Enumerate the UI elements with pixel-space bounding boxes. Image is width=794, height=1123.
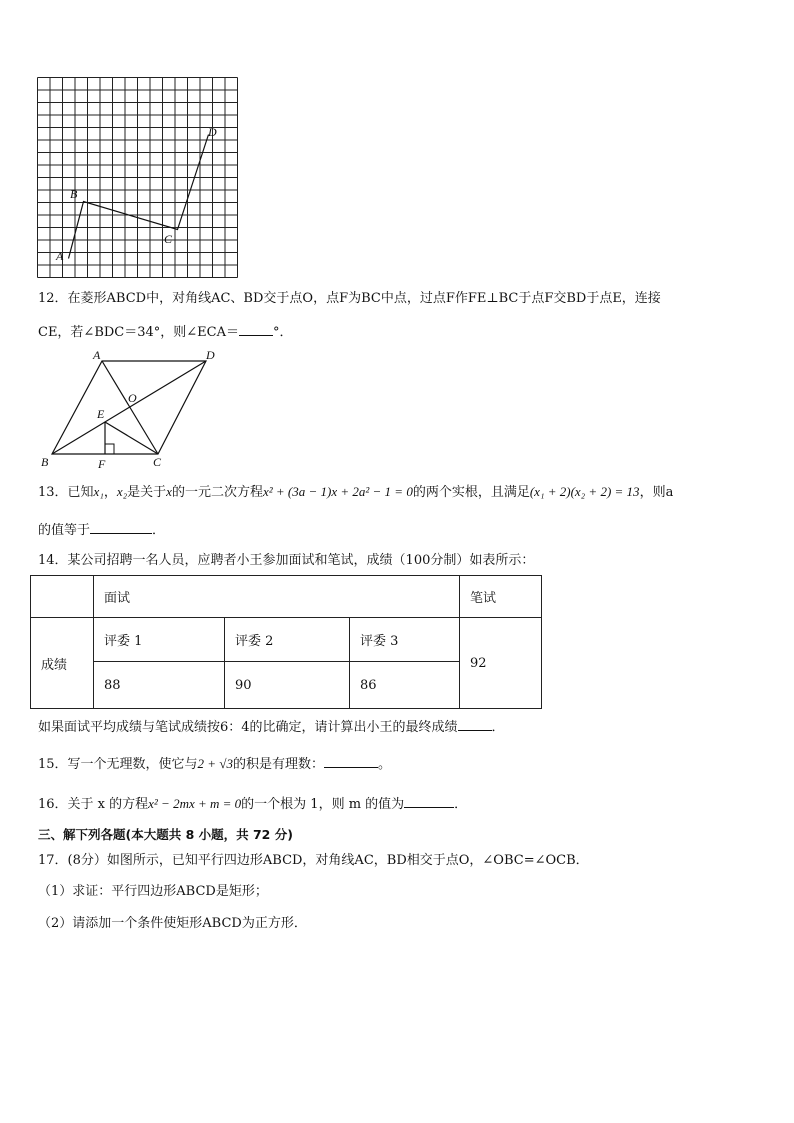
judge-1-header: 评委 1 bbox=[94, 618, 225, 662]
q16-answer-blank[interactable] bbox=[404, 795, 454, 808]
q15-line bbox=[38, 755, 391, 774]
q13-mid2: 的一元二次方程 bbox=[171, 485, 263, 500]
grid-label-a: A bbox=[56, 249, 64, 263]
q12-text-line2b: °． bbox=[273, 325, 293, 340]
rhombus-label-d: D bbox=[206, 348, 215, 362]
q13-x: x bbox=[166, 484, 172, 499]
q15-end: 。 bbox=[377, 757, 391, 772]
q13-end: ，则a bbox=[639, 485, 674, 500]
diagonal-bd bbox=[52, 361, 206, 454]
q13-answer-blank[interactable] bbox=[90, 521, 152, 534]
q14-answer-blank[interactable] bbox=[458, 718, 492, 731]
rhombus-label-o: O bbox=[128, 391, 137, 405]
q16-suffix: 的一个根为 1，则 m 的值为 bbox=[241, 797, 405, 812]
right-angle-mark bbox=[105, 444, 114, 454]
written-score: 92 bbox=[460, 618, 542, 709]
segment-ec bbox=[105, 422, 158, 454]
grid-lines bbox=[38, 78, 238, 278]
judge-3-score: 86 bbox=[350, 662, 460, 709]
q14-after-end: ． bbox=[491, 720, 505, 735]
grid-label-d: D bbox=[208, 125, 217, 139]
q15-prefix: 15．写一个无理数，使它与 bbox=[38, 757, 198, 772]
section3-title: 三、解下列各题(本大题共 8 小题，共 72 分) bbox=[38, 827, 293, 842]
q12-line1 bbox=[38, 290, 661, 308]
q13-condition: (x₁ + 2)(x₂ + 2) = 13 bbox=[529, 484, 640, 499]
q13-x2: x₂ bbox=[116, 484, 128, 499]
q12-line2 bbox=[38, 323, 293, 342]
q12-text-line2a: CE，若∠BDC＝34°，则∠ECA＝ bbox=[38, 325, 240, 340]
q13-line2-text: 的值等于 bbox=[38, 523, 91, 538]
q14-after-text: 如果面试平均成绩与笔试成绩按6：4的比确定，请计算出小王的最终成绩 bbox=[38, 720, 458, 735]
q17-line1: 17．(8分）如图所示，已知平行四边形ABCD，对角线AC，BD相交于点O，∠OBC=∠OCB． bbox=[38, 853, 589, 868]
q13-prefix: 13．已知 bbox=[38, 485, 94, 500]
rhombus-label-a: A bbox=[93, 348, 101, 362]
judge-2-score: 90 bbox=[225, 662, 350, 709]
q13-mid3: 的两个实根，且满足 bbox=[412, 485, 530, 500]
rhombus-label-b: B bbox=[41, 455, 49, 469]
q13-line2-end: ． bbox=[152, 523, 166, 538]
score-table-row-label: 成绩 bbox=[31, 618, 94, 709]
q16-prefix: 16．关于 x 的方程 bbox=[38, 797, 149, 812]
q14-after bbox=[38, 718, 505, 737]
q16-equation: x² − 2mx + m = 0 bbox=[148, 796, 242, 811]
q13-line2 bbox=[38, 521, 165, 540]
score-table-written-header: 笔试 bbox=[460, 576, 542, 618]
q15-suffix: 的积是有理数： bbox=[232, 757, 324, 772]
judge-3-header: 评委 3 bbox=[350, 618, 460, 662]
q12-text-line1: 在菱形ABCD中，对角线AC、BD交于点O，点F为BC中点，过点F作FE⊥BC于点F交BD于点E，连接 bbox=[67, 291, 661, 306]
q17-part1: （1）求证：平行四边形ABCD是矩形； bbox=[38, 884, 268, 899]
q13-line1 bbox=[38, 483, 673, 502]
score-table-corner bbox=[31, 576, 94, 618]
q17-part2: （2）请添加一个条件使矩形ABCD为正方形． bbox=[38, 916, 307, 931]
q12-number: 12． bbox=[38, 291, 68, 306]
q13-mid: 是关于 bbox=[127, 485, 167, 500]
q15-answer-blank[interactable] bbox=[324, 755, 378, 768]
judge-2-header: 评委 2 bbox=[225, 618, 350, 662]
q16-end: ． bbox=[454, 797, 468, 812]
grid-label-c: C bbox=[164, 232, 173, 246]
rhombus-figure bbox=[36, 346, 226, 472]
rhombus-label-e: E bbox=[97, 407, 105, 421]
score-table bbox=[30, 575, 542, 709]
rhombus-label-c: C bbox=[153, 455, 162, 469]
q13-equation: x² + (3a − 1)x + 2a² − 1 = 0 bbox=[262, 484, 413, 499]
rhombus-label-f: F bbox=[98, 457, 106, 471]
q16-line bbox=[38, 795, 467, 814]
q15-expr: 2 + √3 bbox=[197, 756, 233, 771]
q13-x1: x₁ bbox=[93, 484, 104, 499]
grid-label-b: B bbox=[70, 187, 78, 201]
score-table-interview-header: 面试 bbox=[94, 576, 460, 618]
q12-answer-blank[interactable] bbox=[239, 323, 273, 336]
grid-figure bbox=[34, 74, 244, 282]
q13-sep: ， bbox=[103, 485, 117, 500]
judge-1-score: 88 bbox=[94, 662, 225, 709]
q14-text: 14．某公司招聘一名人员，应聘者小王参加面试和笔试，成绩（100分制）如表所示： bbox=[38, 553, 535, 568]
